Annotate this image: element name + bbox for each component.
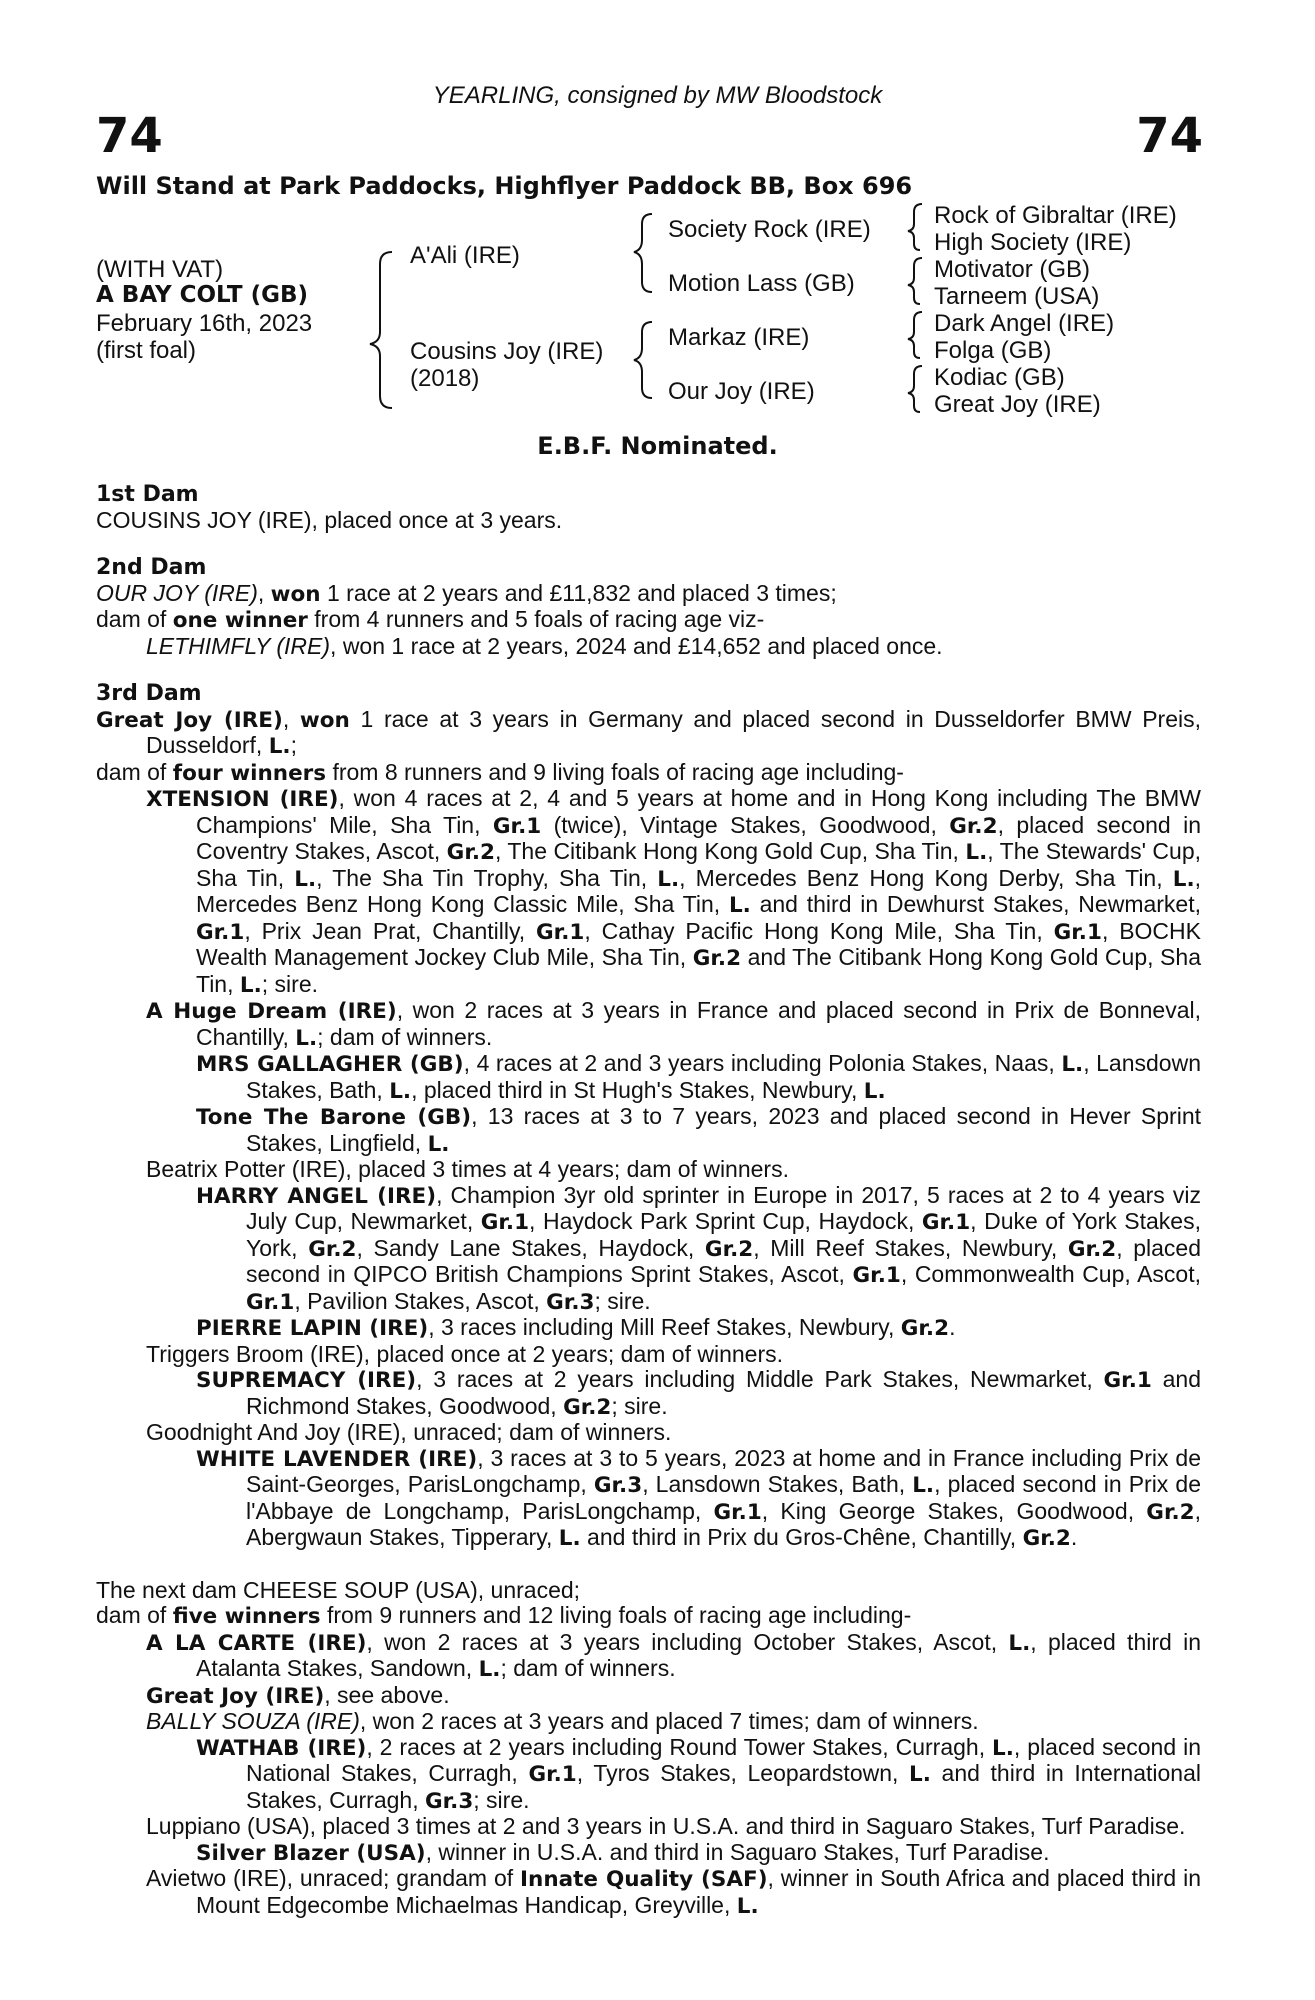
text-segment: (twice), Vintage Stakes, Goodwood, [541,811,950,838]
text-segment: L. [295,1025,318,1051]
text-segment: from 9 runners and 12 living foals of racing age including- [320,1602,912,1628]
gg-3: Motivator (GB) [934,256,1091,283]
foaling-date: February 16th, 2023 [96,310,313,337]
lot-number-left: 74 [96,108,163,164]
text-segment: , Lansdown Stakes, Bath, [246,1050,1201,1103]
dam-sire: Markaz (IRE) [668,324,810,351]
text-segment: L. [992,1735,1014,1761]
text-segment: , placed second in Prix de l'Abbaye de Longchamp, ParisLongchamp, [246,1471,1201,1524]
text-segment: , placed second in National Stakes, Curragh, [246,1733,1201,1786]
text-segment: L. [558,1526,581,1551]
text-segment: , Duke of York Stakes, York, [246,1208,1201,1261]
text-segment: , Commonwealth Cup, Ascot, [900,1261,1201,1287]
text-segment: four winners [172,760,327,786]
text-segment: Gr.2 [900,1316,950,1341]
sire-name: A'Ali (IRE) [410,242,520,269]
text-segment: L. [657,866,680,892]
entry-white-lavender [96,1446,1201,1552]
text-segment: , Champion 3yr old sprinter in Europe in 2017, 5 races at 2 to 4 years viz July Cup, Newmarket, [246,1181,1201,1234]
text-segment: , 3 races including Mill Reef Stakes, Newbury, [428,1314,901,1340]
gg-1: Rock of Gibraltar (IRE) [934,202,1177,229]
text-segment: , Mill Reef Stakes, Newbury, [753,1234,1068,1261]
text-segment: , winner in South Africa and placed third in Mount Edgecombe Michaelmas Handicap, Greyville, [196,1865,1201,1918]
text-segment: ; sire. [261,970,318,997]
entry-tone-the-barone [96,1104,1201,1157]
text-segment: , Mercedes Benz Hong Kong Classic Mile, Sha Tin, [196,864,1202,917]
stand-location: Will Stand at Park Paddocks, Highflyer Paddock BB, Box 696 [96,172,913,200]
text-segment: Gr.1 [492,813,542,839]
text-segment: BALLY SOUZA (IRE) [146,1708,360,1734]
vat-note: (WITH VAT) [96,256,224,283]
text-segment: , placed second in QIPCO British Champions Sprint Stakes, Ascot, [246,1234,1201,1287]
text-segment: and third in Prix du Gros-Chêne, Chantilly, [580,1524,1023,1550]
text-segment: L. [965,840,988,865]
text-segment: Gr.2 [1022,1526,1071,1551]
text-segment: ; dam of winners. [317,1023,493,1050]
text-segment: Gr.1 [528,1762,577,1787]
consignor-subtitle: YEARLING, consigned by MW Bloodstock [432,82,883,109]
text-segment: and Richmond Stakes, Goodwood, [246,1366,1201,1419]
text-segment: Avietwo (IRE), unraced; grandam of [146,1865,521,1891]
entry-xtension [96,786,1201,998]
foal-note: (first foal) [96,337,197,364]
ebf-nominated: E.B.F. Nominated. [537,432,778,460]
text-segment: , Tyros Stakes, Leopardstown, [576,1760,910,1786]
text-segment: L. [1008,1630,1031,1656]
text-segment: A Huge Dream (IRE) [146,999,397,1024]
text-segment: Gr.2 [704,1236,754,1262]
text-segment: , won 2 races at 3 years including October Stakes, Ascot, [366,1628,1009,1655]
text-segment: , winner in U.S.A. and third in Saguaro Stakes, Turf Paradise. [425,1838,1050,1865]
text-segment: , King George Stakes, Goodwood, [761,1497,1147,1524]
text-segment: , Haydock Park Sprint Cup, Haydock, [529,1208,922,1234]
first-dam-text: COUSINS JOY (IRE), placed once at 3 years. [96,506,563,533]
text-segment: , BOCHK Wealth Management Jockey Club Mile, Sha Tin, [196,917,1201,970]
text-segment: , [282,705,300,732]
text-segment: Gr.2 [1146,1499,1195,1525]
text-segment: PIERRE LAPIN (IRE) [196,1316,429,1341]
text-segment: Gr.1 [480,1210,530,1235]
text-segment: L. [909,1762,931,1787]
horse-name: A BAY COLT (GB) [96,282,309,308]
text-segment: five winners [172,1604,321,1629]
entry-a-huge-dream [96,998,1201,1051]
text-segment: Gr.3 [546,1289,595,1315]
text-segment: Gr.1 [852,1263,901,1288]
entry-wathab [96,1735,1201,1815]
text-segment: Gr.1 [921,1210,971,1235]
entry-a-la-carte [96,1630,1201,1683]
text-segment: . [949,1314,956,1340]
text-segment: , won 4 races at 2, 4 and 5 years at home and in Hong Kong including The BMW Champions' Mile, Sha Tin, [196,785,1201,838]
text-segment: Gr.1 [1053,919,1102,945]
text-segment: L. [427,1131,450,1157]
text-segment: Gr.3 [424,1788,474,1814]
text-segment: L. [389,1078,412,1104]
text-segment: from 8 runners and 9 living foals of racing age including- [326,758,904,785]
text-segment: L. [1061,1052,1084,1077]
text-segment: , The Citibank Hong Kong Gold Cup, Sha Tin, [494,838,966,864]
second-dam-heading: 2nd Dam [96,555,207,580]
gg-6: Folga (GB) [934,337,1052,364]
text-segment: , Cathay Pacific Hong Kong Mile, Sha Tin, [584,917,1054,944]
text-segment: ; sire. [594,1287,651,1314]
text-segment: ; sire. [473,1786,530,1813]
lot-number-right: 74 [1136,108,1203,164]
entry-harry-angel [96,1183,1201,1316]
text-segment: WATHAB (IRE) [196,1735,367,1761]
text-segment: WHITE LAVENDER (IRE) [196,1446,478,1472]
gg-5: Dark Angel (IRE) [934,310,1115,337]
text-segment: Gr.1 [536,919,585,945]
entry-great-joy [96,1683,1201,1710]
text-segment: Gr.1 [1103,1368,1152,1393]
text-segment: Gr.2 [692,946,742,971]
text-segment: Gr.1 [246,1289,295,1315]
text-segment: , 13 races at 3 to 7 years, 2023 and placed second in Hever Sprint Stakes, Lingfield, [246,1103,1201,1156]
text-segment: , placed third in Atalanta Stakes, Sandown, [196,1628,1201,1681]
entry-mrs-gallagher [96,1051,1201,1104]
text-segment: dam of [96,1602,173,1628]
text-segment: , Pavilion Stakes, Ascot, [294,1287,547,1314]
text-segment: , see above. [324,1681,450,1708]
second-dam-line-3: LETHIMFLY (IRE), won 1 race at 2 years, 2024 and £14,652 and placed once. [146,632,943,659]
text-segment: L. [478,1657,501,1682]
text-segment: , placed third in St Hugh's Stakes, Newbury, [411,1076,864,1103]
catalogue-body [96,482,1201,1919]
entry-goodnight-and-joy: Goodnight And Joy (IRE), unraced; dam of winners. [146,1419,672,1445]
text-segment: ; dam of winners. [500,1655,676,1681]
text-segment: Tone The Barone (GB) [196,1105,472,1130]
text-segment: L. [268,734,291,759]
third-dam-heading: 3rd Dam [96,681,202,706]
text-segment: , Lansdown Stakes, Bath, [642,1471,913,1497]
text-segment: and third in International Stakes, Curragh, [246,1760,1201,1813]
text-segment: and third in Dewhurst Stakes, Newmarket, [750,891,1202,917]
text-segment: Gr.1 [196,919,245,945]
text-segment: , Abergwaun Stakes, Tipperary, [246,1497,1201,1550]
sire-dam: Motion Lass (GB) [668,270,855,297]
text-segment: , Sandy Lane Stakes, Haydock, [356,1234,705,1261]
text-segment: , 4 races at 2 and 3 years including Polonia Stakes, Naas, [463,1050,1062,1076]
dam-year: (2018) [410,365,480,392]
text-segment: L. [728,893,751,918]
text-segment: Gr.2 [563,1394,612,1420]
text-segment: Gr.3 [593,1473,643,1498]
gg-8: Great Joy (IRE) [934,391,1101,418]
entry-silver-blazer [96,1840,1201,1867]
text-segment: HARRY ANGEL (IRE) [196,1183,437,1209]
text-segment: SUPREMACY (IRE) [196,1368,417,1393]
text-segment: L. [239,972,262,998]
text-segment: 1 race at 3 years in Germany and placed second in Dusseldorfer BMW Preis, Dusseldorf, [146,705,1201,758]
second-dam-line-2: dam of one winner from 4 runners and 5 foals of racing age viz- [96,606,765,633]
first-dam-heading: 1st Dam [96,482,199,507]
text-segment: XTENSION (IRE) [146,787,339,812]
text-segment: , placed second in Coventry Stakes, Ascot, [196,811,1201,864]
text-segment: , won 2 races at 3 years and placed 7 times; dam of winners. [359,1708,979,1734]
text-segment: Gr.1 [713,1499,762,1525]
second-dam-line-1: OUR JOY (IRE), won 1 race at 2 years and £11,832 and placed 3 times; [96,579,837,607]
entry-luppiano: Luppiano (USA), placed 3 times at 2 and 3 years in U.S.A. and third in Saguaro Stakes, Turf Paradise. [146,1813,1186,1839]
text-segment: L. [736,1893,759,1919]
text-segment: A LA CARTE (IRE) [146,1630,367,1656]
next-dam-produce-intro [96,1603,1201,1630]
text-segment: Gr.2 [1067,1236,1117,1262]
entry-avietwo [96,1866,1201,1919]
entry-beatrix-potter: Beatrix Potter (IRE), placed 3 times at 4 years; dam of winners. [146,1156,789,1182]
text-segment: , The Sha Tin Trophy, Sha Tin, [316,864,658,891]
dam-name: Cousins Joy (IRE) [410,338,604,365]
text-segment: , The Stewards' Cup, Sha Tin, [196,838,1201,891]
text-segment: dam of [96,758,173,785]
text-segment: MRS GALLAGHER (GB) [196,1052,464,1077]
text-segment: Gr.2 [308,1236,357,1262]
text-segment: won [299,707,350,733]
text-segment: , 2 races at 2 years including Round Tower Stakes, Curragh, [366,1733,993,1760]
text-segment: Silver Blazer (USA) [196,1840,426,1866]
text-segment: , 3 races at 3 to 5 years, 2023 at home and in France including Prix de Saint-Georges, ParisLongchamp, [246,1444,1202,1497]
entry-supremacy [96,1367,1201,1420]
text-segment: ; [290,732,297,758]
text-segment: . [1070,1524,1078,1550]
text-segment: and The Citibank Hong Kong Gold Cup, Sha Tin, [196,944,1201,997]
text-segment: Great Joy (IRE) [96,707,283,733]
entry-bally-souza [96,1709,1201,1735]
text-segment: L. [863,1078,886,1104]
text-segment: Innate Quality (SAF) [520,1867,768,1892]
text-segment: Great Joy (IRE) [146,1683,325,1709]
text-segment: L. [294,866,317,892]
third-dam-entry [96,707,1201,760]
text-segment: , 3 races at 2 years including Middle Park Stakes, Newmarket, [416,1366,1104,1392]
sire-sire: Society Rock (IRE) [668,216,871,243]
text-segment: , won 2 races at 3 years in France and placed second in Prix de Bonneval, Chantilly, [196,997,1201,1050]
dam-dam: Our Joy (IRE) [668,378,815,405]
text-segment: Gr.2 [446,840,495,865]
entry-pierre-lapin [96,1315,1201,1342]
text-segment: , Mercedes Benz Hong Kong Derby, Sha Tin, [679,864,1173,891]
gg-7: Kodiac (GB) [934,364,1065,391]
text-segment: , Prix Jean Prat, Chantilly, [244,917,537,944]
third-dam-produce-intro [96,760,1201,787]
gg-4: Tarneem (USA) [934,283,1100,310]
text-segment: ; sire. [611,1392,668,1419]
text-segment: L. [912,1473,935,1498]
text-segment: Gr.2 [949,813,998,839]
entry-triggers-broom: Triggers Broom (IRE), placed once at 2 years; dam of winners. [146,1340,784,1367]
gg-2: High Society (IRE) [934,229,1132,256]
next-dam-entry: The next dam CHEESE SOUP (USA), unraced; [96,1576,581,1603]
text-segment: L. [1172,866,1195,892]
